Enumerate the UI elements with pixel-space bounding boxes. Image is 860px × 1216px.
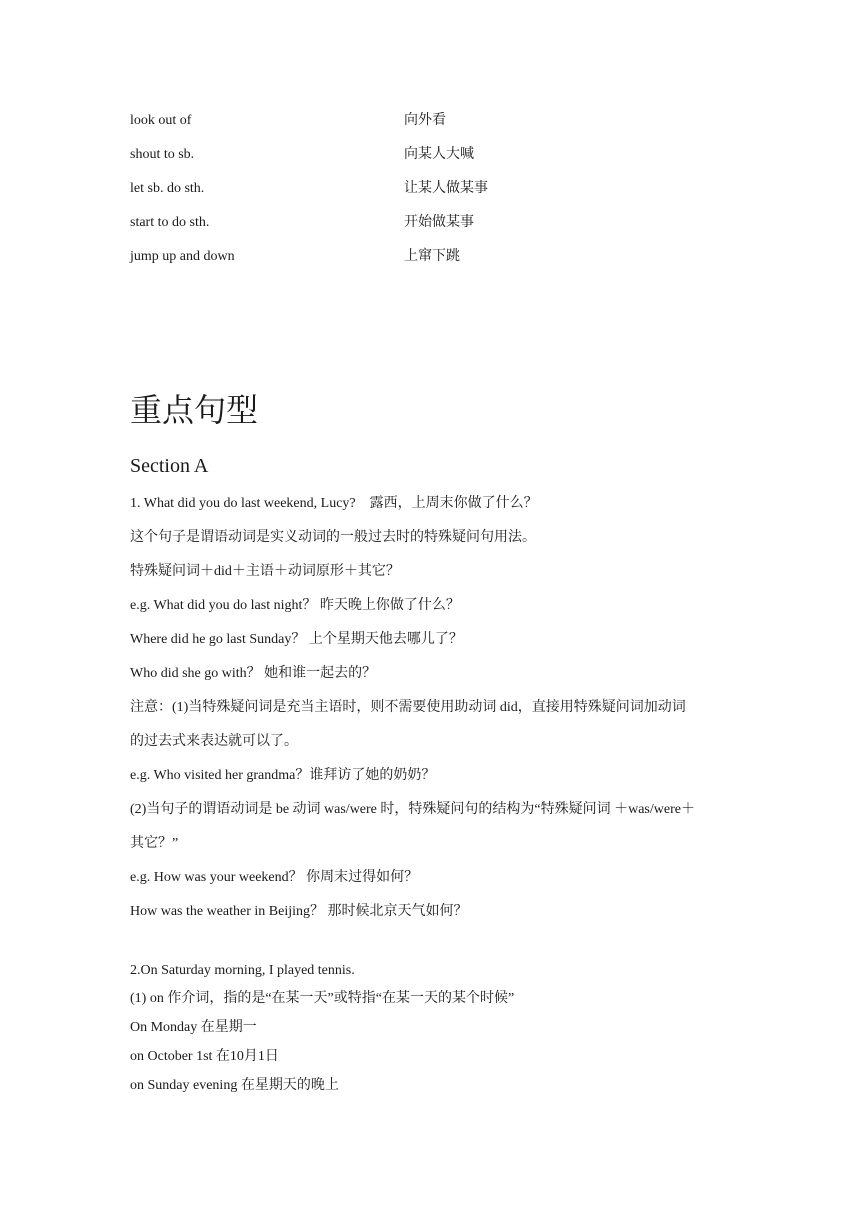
body-line: (2)当句子的谓语动词是 be 动词 was/were 时，特殊疑问句的结构为“特殊疑问词 ＋was/were＋: [130, 802, 695, 817]
body-line: on Sunday evening 在星期天的晚上: [130, 1078, 339, 1093]
phrase-en: shout to sb.: [130, 147, 195, 162]
body-line: Who did she go with？ 她和谁一起去的？: [130, 666, 377, 681]
body-line: How was the weather in Beijing？ 那时候北京天气如何？: [130, 904, 468, 919]
body-line: e.g. What did you do last night？ 昨天晚上你做了什么？: [130, 598, 460, 613]
body-line: 特殊疑问词＋did＋主语＋动词原形＋其它？: [130, 564, 400, 579]
body-line: Where did he go last Sunday？ 上个星期天他去哪儿了？: [130, 632, 463, 647]
page-heading: 重点句型: [130, 391, 259, 429]
body-line: 这个句子是谓语动词是实义动词的一般过去时的特殊疑问句用法。: [130, 530, 536, 545]
phrase-en: let sb. do sth.: [130, 181, 205, 196]
phrase-en: start to do sth.: [130, 215, 210, 230]
body-line: 注意：(1)当特殊疑问词是充当主语时，则不需要使用助动词 did，直接用特殊疑问词加动词: [130, 700, 686, 715]
body-line: on October 1st 在10月1日: [130, 1049, 279, 1064]
body-line: e.g. How was your weekend？ 你周末过得如何？: [130, 870, 419, 885]
phrase-zh: 让某人做某事: [404, 181, 488, 196]
phrase-zh: 向某人大喊: [404, 147, 474, 162]
body-line: (1) on 作介词，指的是“在某一天”或特指“在某一天的某个时候”: [130, 991, 515, 1006]
body-line: e.g. Who visited her grandma？谁拜访了她的奶奶？: [130, 768, 436, 783]
phrase-zh: 向外看: [404, 113, 446, 128]
phrase-zh: 开始做某事: [404, 215, 474, 230]
body-line: 的过去式来表达就可以了。: [130, 734, 298, 749]
section-heading: Section A: [130, 455, 209, 477]
body-line: 1. What did you do last weekend, Lucy? 露西，上周末你做了什么？: [130, 496, 538, 511]
phrase-en: look out of: [130, 113, 192, 128]
body-line: On Monday 在星期一: [130, 1020, 257, 1035]
body-line: 其它？”: [130, 836, 179, 851]
phrase-zh: 上窜下跳: [404, 249, 460, 264]
phrase-en: jump up and down: [130, 249, 235, 264]
body-line: 2.On Saturday morning, I played tennis.: [130, 963, 355, 978]
